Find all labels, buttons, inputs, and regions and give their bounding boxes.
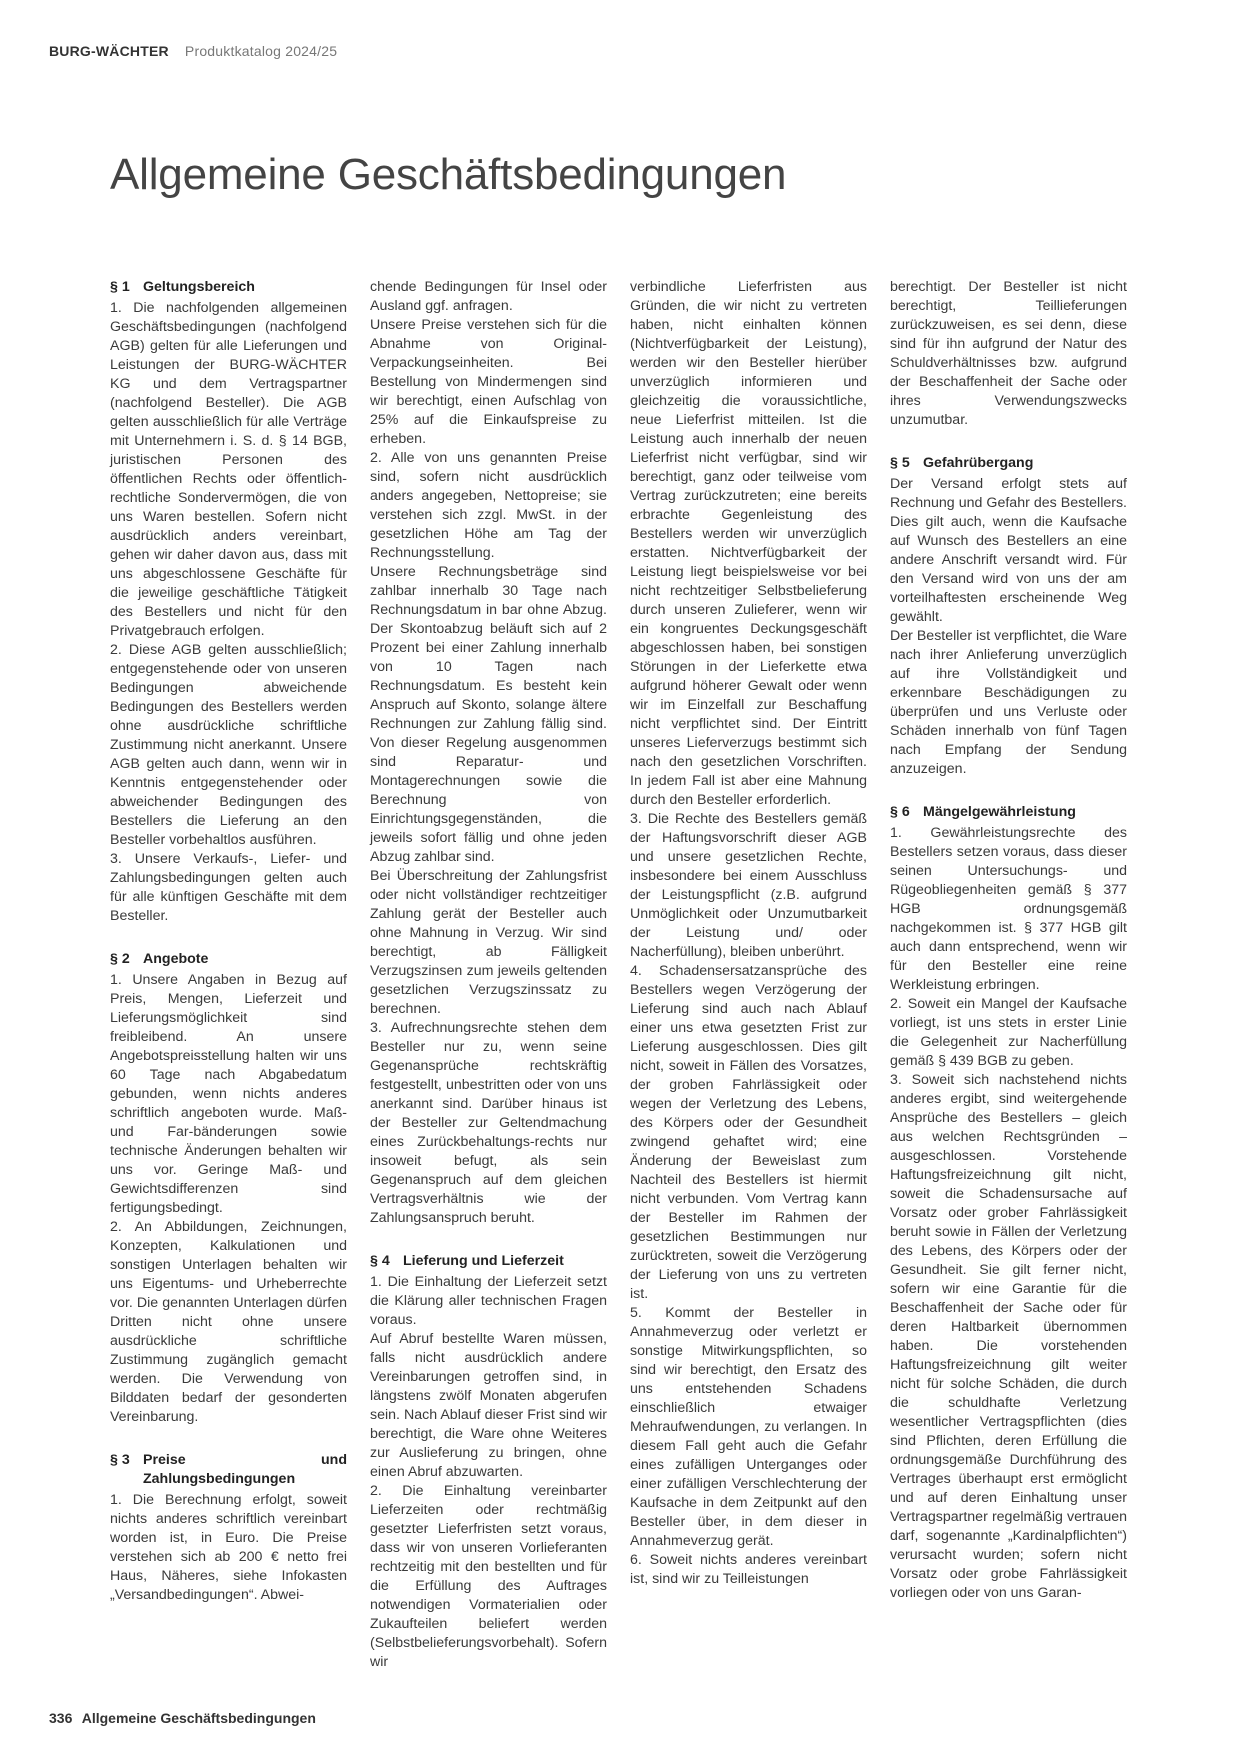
- section-title: Preise und Zahlungsbedingungen: [143, 1452, 347, 1487]
- section-heading: [110, 278, 347, 297]
- text-column-1: [110, 278, 347, 1696]
- section-title: Gefahrübergang: [923, 455, 1034, 471]
- paragraph: Der Besteller ist verpflichtet, die Ware nach ihrer Anlieferung unverzüglich auf ihre Vollständigkeit und erkennbare Beschädigungen zu überprüfen und uns Verluste oder Schäden innerhalb von fünf Tagen nach Empfang der Sendung anzuzeigen.: [890, 628, 1127, 777]
- footer-section-title: Allgemeine Geschäftsbedingungen: [81, 1710, 316, 1726]
- paragraph: 1. Die nachfolgenden allgemeinen Geschäftsbedingungen (nachfolgend AGB) gelten für alle Lieferungen und Leistungen der BURG-WÄCHTER KG und dem Vertragspartner (nachfolgend Besteller). Die AGB gelten ausschließlich für alle Verträge mit Unternehmern i. S. d. § 14 BGB, juristischen Personen des öffentlichen Rechts oder öffentlich-rechtliche Sondervermögen, die von uns Waren bestellen. Sofern nicht ausdrücklich anders vereinbart, gehen wir daher davon aus, dass mit uns abgeschlossene Geschäfte für die jeweilige geschäftliche Tätigkeit des Bestellers und nicht für den Privatgebrauch erfolgen.: [110, 300, 347, 639]
- section-heading: [890, 803, 1127, 822]
- paragraph: 1. Gewährleistungsrechte des Bestellers setzen voraus, dass dieser seinen Untersuchungs- und Rügeobliegenheiten gemäß § 377 HGB ordnungsgemäß nachgekommen ist. § 377 HGB gilt auch dann entsprechend, wenn wir für den Besteller eine reine Werkleistung erbringen.: [890, 825, 1127, 993]
- catalog-label: Produktkatalog 2024/25: [184, 43, 338, 59]
- section-heading: [110, 1451, 347, 1489]
- paragraph: Der Versand erfolgt stets auf Rechnung und Gefahr des Bestellers. Dies gilt auch, wenn die Kaufsache auf Wunsch des Bestellers an eine andere Anschrift versandt wird. Für den Versand wird von uns der am vorteilhaftesten erscheinende Weg gewählt.: [890, 476, 1127, 625]
- continued-text: [630, 278, 867, 1589]
- paragraph: 4. Schadensersatzansprüche des Bestellers wegen Verzögerung der Lieferung sind auch nach Ablauf einer uns etwa gesetzten Frist zur Lieferung ausgeschlossen. Dies gilt nicht, soweit in Fällen des Vorsatzes, der groben Fahrlässigkeit oder wegen der Verletzung des Lebens, des Körpers oder der Gesundheit zwingend gehaftet wird; eine Änderung der Beweislast zum Nachteil des Bestellers ist hiermit nicht verbunden. Vom Vertrag kann der Besteller im Rahmen der gesetzlichen Bestimmungen nur zurücktreten, soweit die Verzögerung der Lieferung von uns zu vertreten ist.: [630, 963, 867, 1302]
- section-heading: [370, 1252, 607, 1271]
- paragraph: Unsere Rechnungsbeträge sind zahlbar innerhalb 30 Tage nach Rechnungsdatum in bar ohne Abzug. Der Skontoabzug beläuft sich auf 2 Prozent bei einer Zahlung innerhalb von 10 Tagen nach Rechnungsdatum. Es besteht kein Anspruch auf Skonto, solange ältere Rechnungen zur Zahlung fällig sind. Von dieser Regelung ausgenommen sind Reparatur- und Montagerechnungen sowie die Berechnung von Einrichtungsgegenständen, die jeweils sofort fällig und ohne jeden Abzug zahlbar sind.: [370, 564, 607, 865]
- paragraph: Unsere Preise verstehen sich für die Abnahme von Original-Verpackungseinheiten. Bei Bestellung von Mindermengen sind wir berechtigt, einen Aufschlag von 25% auf die Einkaufspreise zu erheben.: [370, 317, 607, 447]
- section-heading: [110, 950, 347, 969]
- running-header: [49, 43, 337, 59]
- paragraph: chende Bedingungen für Insel oder Ausland ggf. anfragen.: [370, 279, 607, 314]
- page-number: 336: [49, 1710, 73, 1726]
- paragraph: Bei Überschreitung der Zahlungsfrist oder nicht vollständiger rechtzeitiger Zahlung gerät der Besteller auch ohne Mahnung in Verzug. Wir sind berechtigt, ab Fälligkeit Verzugszinsen zum jeweils geltenden gesetzlichen Verzugszinssatz zu berechnen.: [370, 868, 607, 1017]
- paragraph: 2. Die Einhaltung vereinbarter Lieferzeiten oder rechtmäßig gesetzter Lieferfristen setzt voraus, dass wir von unseren Vorlieferanten rechtzeitig mit den bestellten und für die Erfüllung des Auftrages notwendigen Vormaterialien oder Zukaufteilen beliefert werden (Selbstbelieferungsvorbehalt). Sofern wir: [370, 1483, 607, 1670]
- paragraph: 2. An Abbildungen, Zeichnungen, Konzepten, Kalkulationen und sonstigen Unterlagen behalten wir uns Eigentums- und Urheberrechte vor. Die genannten Unterlagen dürfen Dritten nicht ohne unsere ausdrückliche schriftliche Zustimmung zugänglich gemacht werden. Die Verwendung von Bilddaten bedarf der gesonderten Vereinbarung.: [110, 1219, 347, 1425]
- section: [890, 454, 1127, 779]
- section-number: § 4: [370, 1253, 390, 1269]
- section-number: § 3: [110, 1452, 130, 1468]
- page-footer: [49, 1710, 316, 1726]
- page-title: Allgemeine Geschäftsbedingungen: [110, 150, 787, 199]
- paragraph: 5. Kommt der Besteller in Annahmeverzug oder verletzt er sonstige Mitwirkungspflichten, so sind wir berechtigt, den Ersatz des uns entstehenden Schadens einschließlich etwaiger Mehraufwendungen, zu verlangen. In diesem Fall geht auch die Gefahr eines zufälligen Unterganges oder einer zufälligen Verschlechterung der Kaufsache in dem Zeitpunkt auf den Besteller über, in dem dieser in Annahmeverzug gerät.: [630, 1305, 867, 1549]
- text-columns: [110, 278, 1130, 1696]
- paragraph: 2. Diese AGB gelten ausschließlich; entgegenstehende oder von unseren Bedingungen abweichende Bedingungen des Bestellers werden ohne ausdrückliche schriftliche Zustimmung nicht anerkannt. Unsere AGB gelten auch dann, wenn wir in Kenntnis entgegenstehender oder abweichender Bedingungen des Bestellers die Lieferung an den Besteller vorbehaltlos ausführen.: [110, 642, 347, 848]
- text-column-3: [630, 278, 867, 1696]
- paragraph: 3. Soweit sich nachstehend nichts anderes ergibt, sind weitergehende Ansprüche des Bestellers – gleich aus welchen Rechtsgründen – ausgeschlossen. Vorstehende Haftungsfreizeichnung gilt nicht, soweit die Schadensursache auf Vorsatz oder grober Fahrlässigkeit beruht sowie in Fällen der Verletzung des Lebens, des Körpers oder der Gesundheit. Sie gilt ferner nicht, sofern wir eine Garantie für die Beschaffenheit der Sache oder für deren Haltbarkeit übernommen haben. Die vorstehenden Haftungsfreizeichnung gilt weiter nicht für solche Schäden, die durch die schuldhafte Verletzung wesentlicher Vertragspflichten (dies sind Pflichten, deren Erfüllung die ordnungsgemäße Durchführung des Vertrages überhaupt erst ermöglicht und auf deren Einhaltung unser Vertragspartner regelmäßig vertrauen darf, sogenannte „Kardinalpflichten“) verursacht wurden; sofern nicht Vorsatz oder grobe Fahrlässigkeit vorliegen oder von uns Garan-: [890, 1072, 1127, 1601]
- paragraph: 3. Aufrechnungsrechte stehen dem Besteller nur zu, wenn seine Gegenansprüche rechtskräftig festgestellt, unbestritten oder von uns anerkannt sind. Darüber hinaus ist der Besteller zur Geltendmachung eines Zurückbehaltungs-rechts nur insoweit befugt, als sein Gegenanspruch auf dem gleichen Vertragsverhältnis wie der Zahlungsanspruch beruht.: [370, 1020, 607, 1226]
- section: [110, 950, 347, 1427]
- section-number: § 6: [890, 804, 910, 820]
- paragraph: 1. Die Einhaltung der Lieferzeit setzt die Klärung aller technischen Fragen voraus.: [370, 1274, 607, 1328]
- section-number: § 5: [890, 455, 910, 471]
- section-title: Angebote: [143, 951, 209, 967]
- paragraph: berechtigt. Der Besteller ist nicht berechtigt, Teillieferungen zurückzuweisen, es sei denn, diese sind für ihn aufgrund der Natur des Schuldverhältnisses bzw. aufgrund der Beschaffenheit der Sache oder ihres Verwendungszwecks unzumutbar.: [890, 279, 1127, 428]
- continued-text: [370, 278, 607, 1228]
- paragraph: 3. Unsere Verkaufs-, Liefer- und Zahlungsbedingungen gelten auch für alle künftigen Geschäfte mit dem Besteller.: [110, 851, 347, 924]
- paragraph: 3. Die Rechte des Bestellers gemäß der Haftungsvorschrift dieser AGB und unsere gesetzlichen Rechte, insbesondere bei einem Ausschluss der Leistungspflicht (z.B. aufgrund Unmöglichkeit oder Unzumutbarkeit der Leistung und/ oder Nacherfüllung), bleiben unberührt.: [630, 811, 867, 960]
- section: [110, 278, 347, 926]
- paragraph: Auf Abruf bestellte Waren müssen, falls nicht ausdrücklich andere Vereinbarungen getroffen sind, in längstens zwölf Monaten abgerufen sein. Nach Ablauf dieser Frist sind wir berechtigt, die Ware ohne Weiteres zur Auslieferung zu bringen, ohne einen Abruf abzuwarten.: [370, 1331, 607, 1480]
- paragraph: verbindliche Lieferfristen aus Gründen, die wir nicht zu vertreten haben, nicht einhalten können (Nichtverfügbarkeit der Leistung), werden wir den Besteller hierüber unverzüglich informieren und gleichzeitig die voraussichtliche, neue Lieferfrist mitteilen. Ist die Leistung auch innerhalb der neuen Lieferfrist nicht verfügbar, sind wir berechtigt, ganz oder teilweise vom Vertrag zurückzutreten; eine bereits erbrachte Gegenleistung des Bestellers werden wir unverzüglich erstatten. Nichtverfügbarkeit der Leistung liegt beispielsweise vor bei nicht rechtzeitiger Selbstbelieferung durch unseren Zulieferer, wenn wir ein kongruentes Deckungsgeschäft abgeschlossen haben, bei sonstigen Störungen in der Lieferkette etwa aufgrund höherer Gewalt oder wenn wir im Einzelfall zur Beschaffung nicht verpflichtet sind. Der Eintritt unseres Lieferverzugs bestimmt sich nach den gesetzlichen Vorschriften. In jedem Fall ist aber eine Mahnung durch den Besteller erforderlich.: [630, 279, 867, 808]
- text-column-4: [890, 278, 1127, 1696]
- section-heading: [890, 454, 1127, 473]
- section-title: Mängelgewährleistung: [923, 804, 1076, 820]
- section-title: Lieferung und Lieferzeit: [403, 1253, 564, 1269]
- paragraph: 6. Soweit nichts anderes vereinbart ist, sind wir zu Teilleistungen: [630, 1552, 867, 1587]
- text-column-2: [370, 278, 607, 1696]
- paragraph: 1. Unsere Angaben in Bezug auf Preis, Mengen, Lieferzeit und Lieferungsmöglichkeit sind freibleibend. An unsere Angebotspreisstellung halten wir uns 60 Tage nach Abgabedatum gebunden, wenn nichts anderes schriftlich angeboten wurde. Maß- und Far-bänderungen sowie technische Änderungen behalten wir uns vor. Geringe Maß- und Gewichtsdifferenzen sind fertigungsbedingt.: [110, 972, 347, 1216]
- section-title: Geltungsbereich: [143, 279, 255, 295]
- section: [110, 1451, 347, 1605]
- brand-name: BURG-WÄCHTER: [49, 43, 169, 59]
- paragraph: 2. Alle von uns genannten Preise sind, sofern nicht ausdrücklich anders angegeben, Nettopreise; sie verstehen sich zzgl. MwSt. in der gesetzlichen Höhe am Tag der Rechnungsstellung.: [370, 450, 607, 561]
- paragraph: 1. Die Berechnung erfolgt, soweit nichts anderes schriftlich vereinbart worden ist, in Euro. Die Preise verstehen sich ab 200 € netto frei Haus, Näheres, siehe Infokasten „Versandbedingungen“. Abwei-: [110, 1492, 347, 1603]
- section-number: § 1: [110, 279, 130, 295]
- section-number: § 2: [110, 951, 130, 967]
- continued-text: [890, 278, 1127, 430]
- section: [890, 803, 1127, 1603]
- paragraph: 2. Soweit ein Mangel der Kaufsache vorliegt, ist uns stets in erster Linie die Gelegenheit zur Nacherfüllung gemäß § 439 BGB zu geben.: [890, 996, 1127, 1069]
- section: [370, 1252, 607, 1672]
